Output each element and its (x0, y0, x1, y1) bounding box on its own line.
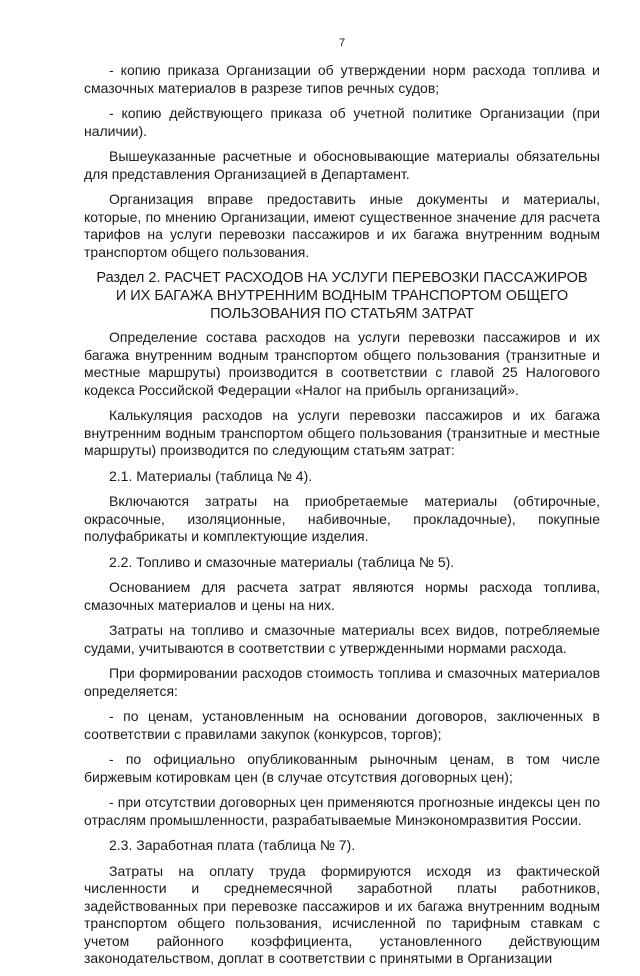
subsection-materials-title: 2.1. Материалы (таблица № 4). (109, 467, 313, 484)
list-item-accounting-policy: - копию действующего приказа об учетной политике Организации (при наличии). (84, 105, 600, 139)
paragraph-calculation-items: Калькуляция расходов на услуги перевозки пассажиров и их багажа внутренним водным транспортом общего пользования (транзитные и местные маршруты) производится по следующим статьям затрат: (84, 407, 600, 458)
paragraph-fuel-basis: Основанием для расчета затрат являются нормы расхода топлива, смазочных материалов и цены на них. (84, 579, 600, 613)
document-page (84, 0, 600, 966)
list-item-contract-prices: - по ценам, установленным на основании договоров, заключенных в соответствии с правилами закупок (конкурсов, торгов); (84, 708, 600, 742)
list-item-norms-order: - копию приказа Организации об утверждении норм расхода топлива и смазочных материалов в разрезе типов речных судов; (84, 62, 600, 96)
section-heading-line-2: И ИХ БАГАЖА ВНУТРЕННИМ ВОДНЫМ ТРАНСПОРТОМ ОБЩЕГО (115, 288, 569, 304)
section-heading-line-1: Раздел 2. РАСЧЕТ РАСХОДОВ НА УСЛУГИ ПЕРЕВОЗКИ ПАССАЖИРОВ (96, 270, 588, 286)
document-body (84, 62, 600, 976)
paragraph-fuel-cost-determination: При формировании расходов стоимость топлива и смазочных материалов определяется: (84, 665, 600, 699)
paragraph-other-documents: Организация вправе предоставить иные документы и материалы, которые, по мнению Организации, имеют существенное значение для расчета тарифов на услуги перевозки пассажиров и их багажа внутренним водным транспортом общего пользования. (84, 191, 600, 260)
page-number: 7 (338, 37, 346, 49)
subsection-fuel-title: 2.2. Топливо и смазочные материалы (таблица № 5). (109, 553, 455, 570)
paragraph-mandatory-materials: Вышеуказанные расчетные и обосновывающие материалы обязательны для представления Организацией в Департамент. (84, 148, 600, 182)
list-item-forecast-indices: - при отсутствии договорных цен применяются прогнозные индексы цен по отраслям промышленности, разрабатываемые Минэкономразвития России. (84, 794, 600, 828)
paragraph-materials-included: Включаются затраты на приобретаемые материалы (обтирочные, окрасочные, изоляционные, набивочные, прокладочные), покупные полуфабрикаты и комплектующие изделия. (84, 493, 600, 544)
section-heading-line-3: ПОЛЬЗОВАНИЯ ПО СТАТЬЯМ ЗАТРАТ (210, 306, 474, 322)
paragraph-cost-composition: Определение состава расходов на услуги перевозки пассажиров и их багажа внутренним водным транспортом общего пользования (транзитные и местные маршруты) производится в соответствии с главой 25 Налогового кодекса Российской Федерации «Налог на прибыль организаций». (84, 329, 600, 398)
subsection-salary-title: 2.3. Заработная плата (таблица № 7). (109, 837, 356, 853)
paragraph-salary-costs: Затраты на оплату труда формируются исходя из фактической численности и среднемесячной заработной платы работников, задействованных при перевозке пассажиров и их багажа внутренним водным транспортом общего пользования, исчисленной по тарифным ставкам с учетом районного коэффициента, установленного действующим законодательством, доплат в соответствии с принятыми в Организации (84, 862, 600, 966)
paragraph-fuel-norms: Затраты на топливо и смазочные материалы всех видов, потребляемые судами, учитываются в соответствии с утвержденными нормами расхода. (84, 622, 600, 656)
section-heading (84, 269, 600, 323)
list-item-market-prices: - по официально опубликованным рыночным ценам, в том числе биржевым котировкам цен (в случае отсутствия договорных цен); (84, 751, 600, 785)
